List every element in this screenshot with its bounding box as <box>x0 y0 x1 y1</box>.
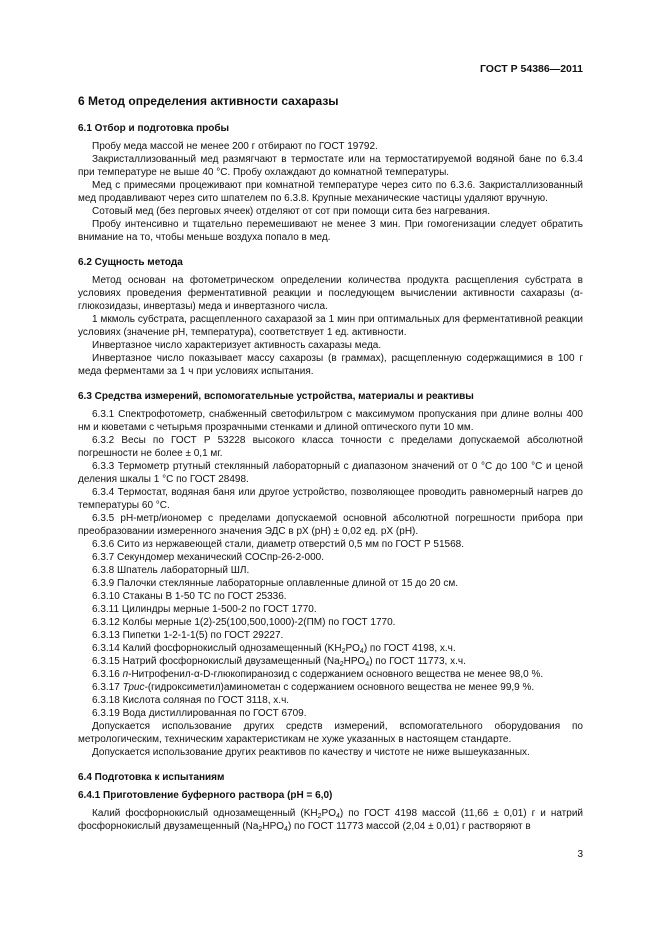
paragraph: Закристаллизованный мед размягчают в термостате или на термостатируемой водяной бане по 6.3.4 при температуре не выше 40 °С. Пробу охлаждают до комнатной температуры. <box>78 154 583 178</box>
list-item: 6.3.9 Палочки стеклянные лабораторные оплавленные длиной от 15 до 20 см. <box>92 578 459 589</box>
list-item: 6.3.5 pH-метр/иономер с пределами допускаемой основной абсолютной погрешности прибора при преобразовании измеренного значения ЭДС в pX (pH) ± 0,02 ед. pX (pH). <box>78 513 583 537</box>
section-6-1 <box>78 122 583 244</box>
paragraph: Допускается использование других реактивов по качеству и чистоте не ниже вышеуказанных. <box>92 747 530 758</box>
subsection-heading: 6.4.1 Приготовление буферного раствора (pH = 6,0) <box>78 790 333 801</box>
section-heading: 6.2 Сущность метода <box>78 257 183 268</box>
list-item: 6.3.2 Весы по ГОСТ Р 53228 высокого класса точности с пределами допускаемой абсолютной погрешности не более ± 0,1 мг. <box>78 435 583 459</box>
list-item: 6.3.19 Вода дистиллированная по ГОСТ 6709. <box>92 708 307 719</box>
section-title: 6 Метод определения активности сахаразы <box>78 94 339 108</box>
list-item: 6.3.15 Натрий фосфорнокислый двузамещенный $(Na_2HPO_4)$ по ГОСТ 11773, х.ч. <box>92 656 466 668</box>
list-item: 6.3.10 Стаканы В 1-50 ТС по ГОСТ 25336. <box>92 591 287 602</box>
paragraph: 1 мкмоль субстрата, расщепленного сахаразой за 1 мин при оптимальных для ферментативной реакции условиях (значение pH, температура), соответствует 1 ед. активности. <box>78 314 583 338</box>
list-item: 6.3.13 Пипетки 1-2-1-1(5) по ГОСТ 29227. <box>92 630 284 641</box>
paragraph: Допускается использование других средств измерений, вспомогательного оборудования по метрологическим, техническим характеристикам не хуже указанных в настоящем стандарте. <box>78 721 583 745</box>
section-heading: 6.3 Средства измерений, вспомогательные устройства, материалы и реактивы <box>78 391 474 402</box>
paragraph: Инвертазное число характеризует активность сахаразы меда. <box>92 340 382 351</box>
list-item: 6.3.12 Колбы мерные 1(2)-25(100,500,1000)-2(ПМ) по ГОСТ 1770. <box>92 617 396 628</box>
paragraph: Инвертазное число показывает массу сахарозы (в граммах), расщепленную содержащимися в 100 г меда ферментами за 1 ч при условиях испытания. <box>78 353 583 377</box>
section-6-4 <box>78 771 583 833</box>
paragraph: Пробу меда массой не менее 200 г отбирают по ГОСТ 19792. <box>92 141 378 152</box>
page-number: 3 <box>577 849 583 860</box>
section-heading: 6.1 Отбор и подготовка пробы <box>78 123 230 134</box>
list-item: 6.3.3 Термометр ртутный стеклянный лабораторный с диапазоном значений от 0 °С до 100 °С и ценой деления шкалы 1 °С по ГОСТ 28498. <box>78 461 583 485</box>
paragraph: Калий фосфорнокислый однозамещенный $(KH_2PO_4)$ по ГОСТ 4198 массой (11,66 ± 0,01) г и натрий фосфорнокислый двузамещенный $(Na_2HPO_4)$ по ГОСТ 11773 массой (2,04 ± 0,01) г растворяют в <box>78 808 583 833</box>
page-content <box>78 94 583 845</box>
section-6-3 <box>78 390 583 759</box>
list-item: 6.3.8 Шпатель лабораторный ШЛ. <box>92 565 250 576</box>
list-item: 6.3.7 Секундомер механический СОСпр-26-2-000. <box>92 552 324 563</box>
section-heading: 6.4 Подготовка к испытаниям <box>78 772 225 783</box>
standard-code: ГОСТ Р 54386—2011 <box>479 63 583 75</box>
list-item: 6.3.11 Цилиндры мерные 1-500-2 по ГОСТ 1770. <box>92 604 317 615</box>
list-item: 6.3.18 Кислота соляная по ГОСТ 3118, х.ч. <box>92 695 290 706</box>
list-item: 6.3.14 Калий фосфорнокислый однозамещенный $(KH_2PO_4)$ по ГОСТ 4198, х.ч. <box>92 643 456 655</box>
list-item: 6.3.1 Спектрофотометр, снабженный светофильтром с максимумом пропускания при длине волны 400 нм и кюветами с четырьмя прозрачными стенками и длиной оптического пути 10 мм. <box>78 409 583 433</box>
list-item: 6.3.17 Трис-(гидроксиметил)аминометан с содержанием основного вещества не менее 99,9 %. <box>92 682 535 693</box>
paragraph: Сотовый мед (без перговых ячеек) отделяют от сот при помощи сита без нагревания. <box>92 206 491 217</box>
list-item: 6.3.6 Сито из нержавеющей стали, диаметр отверстий 0,5 мм по ГОСТ Р 51568. <box>92 539 464 550</box>
paragraph: Метод основан на фотометрическом определении количества продукта расщепления субстрата в условиях проведения ферментативной реакции и последующем вычислении активности сахаразы (α-глюкозидазы, инвертазы) меда и инвертазного числа. <box>78 275 583 312</box>
section-6-2 <box>78 256 583 378</box>
list-item: 6.3.4 Термостат, водяная баня или другое устройство, позволяющее проводить равномерный нагрев до температуры 60 °С. <box>78 487 583 511</box>
list-item: 6.3.16 п-Нитрофенил-α-D-глюкопиранозид с содержанием основного вещества не менее 98,0 %. <box>92 669 544 680</box>
paragraph: Мед с примесями процеживают при комнатной температуре через сито по 6.3.6. Закристаллизованный мед продавливают через сито шпателем по 6.3.8. Крупные механические частицы удаляют вручную. <box>78 180 583 204</box>
paragraph: Пробу интенсивно и тщательно перемешивают не менее 3 мин. При гомогенизации следует обратить внимание на то, чтобы меньше воздуха попало в мед. <box>78 219 583 243</box>
